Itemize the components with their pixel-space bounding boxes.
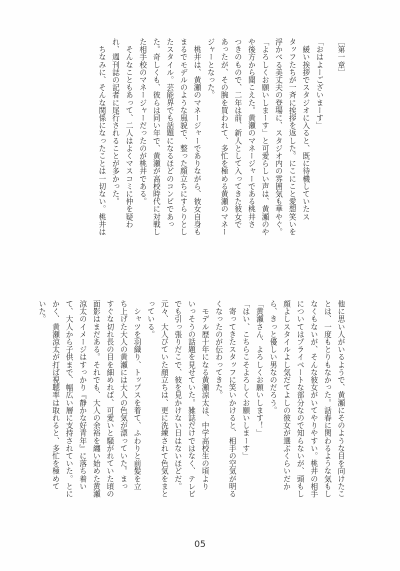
text-column: 「よろしくお願いしまーす」と可愛らしい声は、黄瀬のや [261,38,271,236]
text-column: かく、黄瀬涼太が打ば視聴率は取れると、多忙を極めて [51,300,61,490]
text-column: 緩い挨拶でスタジオに入ると、既に待機していたス [301,38,311,221]
text-column: くなったのが伝わってきた。 [214,300,224,399]
text-column: て、大人から子供まで、幅広い層に支持されていた。とに [65,300,75,498]
text-column: とは、一度もとりもなかった。話春に関わるような気もし [323,300,333,498]
text-column: 「黄瀬さん、よろしくお願いします！」 [255,300,265,437]
text-column: シャツを羽織り、トップスを着て、ふわりと前髪を立 [133,300,143,490]
text-column: モデル歴十年になる黄瀬涼太は、中学高校生の頃より [201,300,211,490]
text-column: つきのもので、二年は前、新人として入ってきた彼女で [233,38,243,228]
text-column: いた。 [37,300,47,323]
text-column: 他に思い人がいるようで、黄瀬にそのような目を向けたこ [337,300,346,498]
text-column: なくもないが、そんな彼女がいてやりやすい。桃井の相手 [309,300,319,498]
text-column: そんなこともあって、二人はよくマスコミに仲を疑わ [125,38,135,228]
text-column: でも引っ張りだこで、彼を見かけない日はないほどだ。 [173,300,183,490]
text-column: や後方から聞こえた。黄瀬のマネージャーである桃井さ [247,38,257,228]
text-column: た。奇しくも、彼らは同い年で、黄瀬が高校時代に対戦し [152,38,162,236]
text-column: ら、きっと優しい男なのだろう。 [269,300,279,414]
text-column: た相手校のマネージャーだったのが桃井である。 [138,38,148,206]
upper-text-block [26,38,348,278]
text-column: あったが、その腕を買われて、多忙を極める黄瀬のマネー [220,38,230,236]
chapter-heading: ［第一章］ [337,38,346,76]
text-column: 浮かべる美丈夫の登場に、スタジオ内の雰囲気も華やぐ。 [274,38,284,236]
text-column: タッフたちが一斉に挨拶を返した。にこにこと愛想笑いを [288,38,298,236]
text-column: 寄ってきたスタッフに笑いかけると、相手の空気が明る [228,300,238,498]
text-column: っている。 [146,300,156,338]
text-column: 涼太のイメージはすっかり『静かな好青年』に落ち着い [78,300,88,490]
text-column: ちなみに、そんな関係になったことは一切ない。桃井は [97,38,107,236]
lower-text-block [26,300,348,536]
page-number: 05 [194,540,206,550]
text-column: 「おはよーございまーす」 [315,38,325,130]
text-column: 面影はまだある。それでも、大人の余裕を纏い始めた黄瀬 [92,300,102,498]
text-column: れ、週刊誌の記者に尾行されることが多かった。 [111,38,121,206]
text-column: ジャーとなった。 [206,38,216,99]
text-column: 元々、大人びていた顔立ちは、更に洗練されて色気をまと [160,300,170,498]
text-column: たスタイル。芸能界でも話題になるほどのコンビであっ [165,38,175,228]
text-column: 顔よしスタイルよし気だてよしの彼女が選ぶくらいだか [282,300,292,490]
text-column: すぐな切れ長の目を細めれば、可愛いと騒がれていた頃の [105,300,115,498]
text-column: 桃井は、黄瀬のマネージャーでありながら、彼女自身も [193,38,203,236]
text-column: についてはプライベートな部分なので知らないが、頭もし [296,300,306,498]
text-column: ち上げた大人の黄瀬には大人の色気が漂っていた。まっ [119,300,129,490]
text-column: いっそうの話題を見せていた。雑誌だけではなく、テレビ [187,300,197,498]
text-column: まるでモデルのような風貌で、整った顔立ちにすらりとし [179,38,189,236]
text-column: 「はい、こちらこそよろしくお願いしまーす」 [241,300,251,460]
